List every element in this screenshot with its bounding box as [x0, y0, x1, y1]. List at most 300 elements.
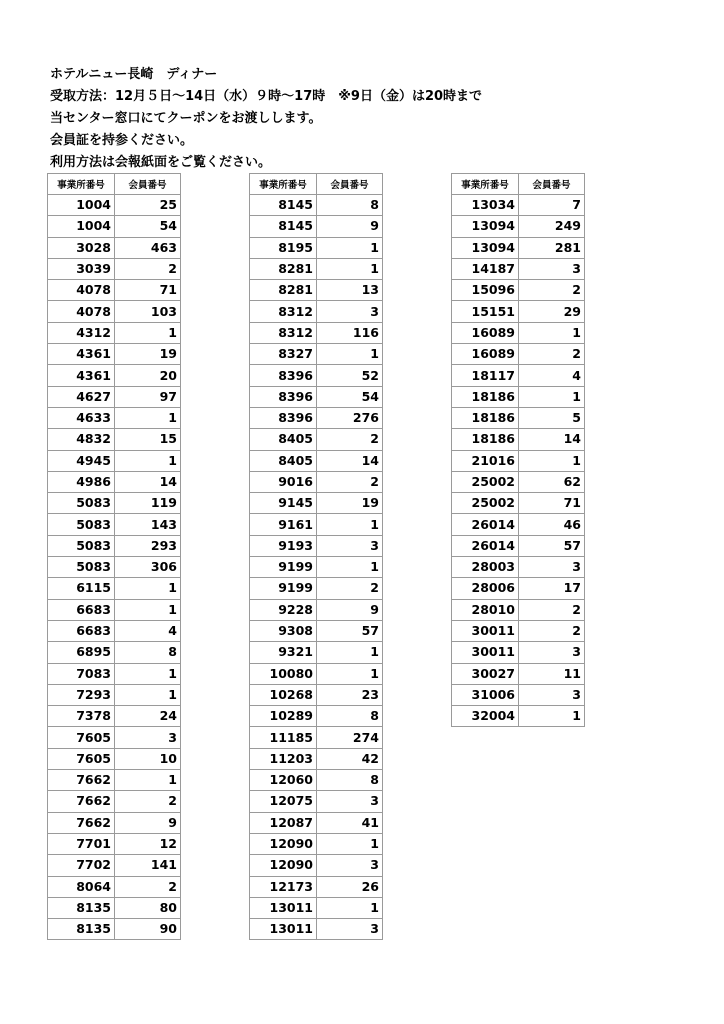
- office-number-cell: 28003: [452, 557, 519, 578]
- member-number-cell: 7: [519, 195, 585, 216]
- member-number-cell: 1: [115, 663, 181, 684]
- office-number-cell: 25002: [452, 471, 519, 492]
- member-number-cell: 17: [519, 578, 585, 599]
- table-header-row: [452, 174, 585, 195]
- table-row: [48, 770, 181, 791]
- member-number-cell: 4: [115, 620, 181, 641]
- table-row: [250, 471, 383, 492]
- office-number-cell: 12090: [250, 855, 317, 876]
- table-row: [48, 280, 181, 301]
- member-number-cell: 2: [317, 471, 383, 492]
- table-row: [452, 322, 585, 343]
- office-number-cell: 16089: [452, 344, 519, 365]
- table-row: [48, 812, 181, 833]
- table-row: [48, 727, 181, 748]
- member-number-header: 会員番号: [317, 174, 383, 195]
- office-number-header: 事業所番号: [48, 174, 115, 195]
- office-number-cell: 1004: [48, 216, 115, 237]
- table-row: [250, 620, 383, 641]
- office-number-cell: 25002: [452, 493, 519, 514]
- office-number-cell: 8281: [250, 280, 317, 301]
- office-number-cell: 7662: [48, 812, 115, 833]
- member-number-cell: 24: [115, 706, 181, 727]
- office-number-cell: 6895: [48, 642, 115, 663]
- table-row: [48, 344, 181, 365]
- table-row: [48, 493, 181, 514]
- table-row: [452, 471, 585, 492]
- member-number-cell: 14: [317, 450, 383, 471]
- office-number-cell: 28010: [452, 599, 519, 620]
- member-number-cell: 1: [317, 642, 383, 663]
- table-row: [250, 791, 383, 812]
- table-row: [452, 514, 585, 535]
- office-number-cell: 4832: [48, 429, 115, 450]
- member-number-cell: 57: [317, 620, 383, 641]
- document-header: [50, 64, 690, 174]
- office-number-cell: 30027: [452, 663, 519, 684]
- office-number-cell: 13011: [250, 919, 317, 940]
- table-row: [250, 322, 383, 343]
- office-number-cell: 5083: [48, 493, 115, 514]
- member-table-2: [249, 173, 383, 940]
- table-row: [48, 258, 181, 279]
- member-number-cell: 1: [115, 578, 181, 599]
- office-number-cell: 14187: [452, 258, 519, 279]
- office-number-cell: 9321: [250, 642, 317, 663]
- table-row: [452, 493, 585, 514]
- member-number-cell: 8: [317, 195, 383, 216]
- table-row: [250, 770, 383, 791]
- table-row: [48, 684, 181, 705]
- table-body: [452, 195, 585, 727]
- office-number-cell: 9145: [250, 493, 317, 514]
- office-number-cell: 4078: [48, 301, 115, 322]
- bring-card-note: 会員証を持参ください。: [50, 133, 194, 148]
- table-row: [250, 450, 383, 471]
- reception-info: 受取方法：12月５日～14日（水）９時～17時 ※9日（金）は20時まで: [50, 89, 483, 104]
- member-number-cell: 10: [115, 748, 181, 769]
- table-row: [250, 195, 383, 216]
- office-number-cell: 31006: [452, 684, 519, 705]
- member-number-cell: 9: [317, 216, 383, 237]
- member-number-cell: 26: [317, 876, 383, 897]
- office-number-cell: 6683: [48, 599, 115, 620]
- office-number-cell: 7662: [48, 791, 115, 812]
- office-number-cell: 9016: [250, 471, 317, 492]
- office-number-cell: 8064: [48, 876, 115, 897]
- office-number-cell: 5083: [48, 514, 115, 535]
- table-row: [250, 280, 383, 301]
- member-number-cell: 276: [317, 407, 383, 428]
- office-number-cell: 26014: [452, 535, 519, 556]
- office-number-cell: 8312: [250, 322, 317, 343]
- table-row: [48, 301, 181, 322]
- member-number-cell: 1: [519, 450, 585, 471]
- table-row: [250, 258, 383, 279]
- table-row: [48, 663, 181, 684]
- office-number-cell: 15151: [452, 301, 519, 322]
- office-number-cell: 30011: [452, 620, 519, 641]
- office-number-cell: 13034: [452, 195, 519, 216]
- member-number-cell: 23: [317, 684, 383, 705]
- office-number-cell: 12090: [250, 833, 317, 854]
- member-number-cell: 141: [115, 855, 181, 876]
- office-number-cell: 4627: [48, 386, 115, 407]
- table-row: [48, 833, 181, 854]
- office-number-cell: 26014: [452, 514, 519, 535]
- table-row: [250, 855, 383, 876]
- office-number-cell: 8396: [250, 365, 317, 386]
- member-table-1: [47, 173, 181, 940]
- office-number-cell: 11185: [250, 727, 317, 748]
- table-row: [452, 663, 585, 684]
- member-number-cell: 293: [115, 535, 181, 556]
- office-number-cell: 12173: [250, 876, 317, 897]
- member-number-cell: 3: [519, 642, 585, 663]
- member-number-cell: 11: [519, 663, 585, 684]
- member-number-cell: 15: [115, 429, 181, 450]
- table-row: [250, 812, 383, 833]
- member-number-cell: 41: [317, 812, 383, 833]
- table-row: [452, 407, 585, 428]
- table-row: [48, 876, 181, 897]
- office-number-cell: 12060: [250, 770, 317, 791]
- office-number-cell: 16089: [452, 322, 519, 343]
- member-number-cell: 97: [115, 386, 181, 407]
- office-number-cell: 7702: [48, 855, 115, 876]
- office-number-cell: 9199: [250, 578, 317, 599]
- table-row: [48, 407, 181, 428]
- office-number-cell: 4312: [48, 322, 115, 343]
- table-header-row: [250, 174, 383, 195]
- office-number-cell: 8312: [250, 301, 317, 322]
- office-number-cell: 7701: [48, 833, 115, 854]
- table-row: [452, 642, 585, 663]
- member-number-cell: 42: [317, 748, 383, 769]
- table-row: [48, 855, 181, 876]
- table-row: [48, 620, 181, 641]
- member-number-cell: 1: [115, 599, 181, 620]
- table-row: [452, 450, 585, 471]
- member-number-cell: 274: [317, 727, 383, 748]
- table-row: [48, 195, 181, 216]
- table-row: [452, 195, 585, 216]
- member-number-cell: 1: [317, 833, 383, 854]
- table-row: [250, 578, 383, 599]
- table-row: [250, 535, 383, 556]
- table-row: [48, 599, 181, 620]
- table-row: [250, 663, 383, 684]
- office-number-cell: 18186: [452, 429, 519, 450]
- member-number-cell: 54: [317, 386, 383, 407]
- member-number-cell: 119: [115, 493, 181, 514]
- member-number-cell: 281: [519, 237, 585, 258]
- table-row: [48, 237, 181, 258]
- member-number-cell: 249: [519, 216, 585, 237]
- table-row: [48, 216, 181, 237]
- office-number-cell: 8145: [250, 195, 317, 216]
- member-number-cell: 46: [519, 514, 585, 535]
- table-body: [48, 195, 181, 940]
- member-number-cell: 1: [519, 706, 585, 727]
- table-row: [452, 280, 585, 301]
- member-number-cell: 57: [519, 535, 585, 556]
- table-row: [250, 344, 383, 365]
- office-number-cell: 13011: [250, 897, 317, 918]
- member-number-cell: 14: [519, 429, 585, 450]
- table-body: [250, 195, 383, 940]
- member-number-cell: 1: [317, 897, 383, 918]
- office-number-cell: 4361: [48, 344, 115, 365]
- member-number-cell: 1: [115, 407, 181, 428]
- table-row: [48, 535, 181, 556]
- table-row: [452, 620, 585, 641]
- member-number-cell: 9: [115, 812, 181, 833]
- member-number-cell: 3: [519, 684, 585, 705]
- table-row: [48, 791, 181, 812]
- office-number-cell: 8396: [250, 386, 317, 407]
- member-number-cell: 1: [519, 386, 585, 407]
- table-row: [48, 919, 181, 940]
- table-row: [452, 429, 585, 450]
- member-number-cell: 80: [115, 897, 181, 918]
- member-number-header: 会員番号: [519, 174, 585, 195]
- office-number-cell: 13094: [452, 237, 519, 258]
- member-number-cell: 2: [519, 280, 585, 301]
- table-row: [250, 599, 383, 620]
- coupon-note: 当センター窓口にてクーポンをお渡しします。: [50, 111, 322, 126]
- member-number-cell: 13: [317, 280, 383, 301]
- table-row: [250, 407, 383, 428]
- office-number-header: 事業所番号: [452, 174, 519, 195]
- office-number-cell: 10080: [250, 663, 317, 684]
- table-row: [250, 876, 383, 897]
- table-row: [452, 258, 585, 279]
- member-number-cell: 103: [115, 301, 181, 322]
- member-number-cell: 5: [519, 407, 585, 428]
- table-row: [452, 535, 585, 556]
- office-number-cell: 10268: [250, 684, 317, 705]
- member-number-cell: 1: [115, 684, 181, 705]
- office-number-cell: 6115: [48, 578, 115, 599]
- member-number-cell: 463: [115, 237, 181, 258]
- member-number-cell: 3: [519, 557, 585, 578]
- member-number-cell: 1: [115, 770, 181, 791]
- member-number-cell: 4: [519, 365, 585, 386]
- member-number-cell: 8: [317, 770, 383, 791]
- table-row: [250, 386, 383, 407]
- member-number-cell: 2: [519, 344, 585, 365]
- member-number-cell: 3: [317, 535, 383, 556]
- table-row: [48, 642, 181, 663]
- table-row: [250, 684, 383, 705]
- member-number-cell: 3: [317, 791, 383, 812]
- member-number-cell: 52: [317, 365, 383, 386]
- member-number-header: 会員番号: [115, 174, 181, 195]
- member-number-cell: 1: [519, 322, 585, 343]
- office-number-cell: 3039: [48, 258, 115, 279]
- office-number-cell: 4078: [48, 280, 115, 301]
- table-row: [250, 897, 383, 918]
- member-number-cell: 19: [115, 344, 181, 365]
- table-row: [452, 216, 585, 237]
- member-number-cell: 62: [519, 471, 585, 492]
- table-row: [250, 833, 383, 854]
- table-row: [250, 216, 383, 237]
- table-row: [250, 727, 383, 748]
- table-row: [48, 557, 181, 578]
- member-number-cell: 3: [115, 727, 181, 748]
- table-row: [250, 493, 383, 514]
- office-number-cell: 12075: [250, 791, 317, 812]
- office-number-cell: 9161: [250, 514, 317, 535]
- member-number-cell: 71: [115, 280, 181, 301]
- table-row: [48, 514, 181, 535]
- table-row: [452, 237, 585, 258]
- member-number-cell: 1: [115, 322, 181, 343]
- office-number-cell: 11203: [250, 748, 317, 769]
- office-number-cell: 8405: [250, 450, 317, 471]
- table-row: [48, 322, 181, 343]
- member-number-cell: 9: [317, 599, 383, 620]
- member-number-cell: 1: [317, 258, 383, 279]
- member-number-cell: 54: [115, 216, 181, 237]
- document-title: ホテルニュー長崎 ディナー: [50, 67, 218, 82]
- member-number-cell: 143: [115, 514, 181, 535]
- table-row: [250, 301, 383, 322]
- table-row: [48, 386, 181, 407]
- member-table-3: [451, 173, 585, 727]
- table-row: [452, 684, 585, 705]
- table-row: [452, 706, 585, 727]
- office-number-cell: 6683: [48, 620, 115, 641]
- office-number-cell: 4945: [48, 450, 115, 471]
- office-number-cell: 5083: [48, 557, 115, 578]
- office-number-cell: 7605: [48, 748, 115, 769]
- office-number-cell: 7378: [48, 706, 115, 727]
- table-row: [48, 429, 181, 450]
- member-number-cell: 12: [115, 833, 181, 854]
- office-number-cell: 8327: [250, 344, 317, 365]
- member-number-cell: 3: [317, 919, 383, 940]
- office-number-cell: 8281: [250, 258, 317, 279]
- table-row: [250, 748, 383, 769]
- office-number-cell: 13094: [452, 216, 519, 237]
- office-number-cell: 9193: [250, 535, 317, 556]
- member-number-cell: 1: [115, 450, 181, 471]
- office-number-cell: 8405: [250, 429, 317, 450]
- office-number-cell: 1004: [48, 195, 115, 216]
- table-row: [48, 578, 181, 599]
- member-number-cell: 1: [317, 514, 383, 535]
- office-number-cell: 15096: [452, 280, 519, 301]
- office-number-cell: 5083: [48, 535, 115, 556]
- usage-note: 利用方法は会報紙面をご覧ください。: [50, 155, 272, 170]
- table-row: [48, 471, 181, 492]
- table-row: [452, 557, 585, 578]
- office-number-cell: 18186: [452, 386, 519, 407]
- office-number-cell: 10289: [250, 706, 317, 727]
- office-number-cell: 9308: [250, 620, 317, 641]
- member-number-cell: 8: [115, 642, 181, 663]
- table-row: [48, 706, 181, 727]
- member-number-cell: 19: [317, 493, 383, 514]
- member-number-cell: 2: [115, 876, 181, 897]
- office-number-cell: 7293: [48, 684, 115, 705]
- office-number-cell: 21016: [452, 450, 519, 471]
- member-number-cell: 1: [317, 557, 383, 578]
- member-number-cell: 116: [317, 322, 383, 343]
- office-number-cell: 18186: [452, 407, 519, 428]
- table-row: [250, 919, 383, 940]
- table-row: [48, 365, 181, 386]
- office-number-cell: 7605: [48, 727, 115, 748]
- member-number-cell: 2: [115, 791, 181, 812]
- table-row: [250, 557, 383, 578]
- table-row: [250, 365, 383, 386]
- table-row: [452, 599, 585, 620]
- member-number-cell: 3: [519, 258, 585, 279]
- office-number-cell: 7083: [48, 663, 115, 684]
- member-number-cell: 8: [317, 706, 383, 727]
- office-number-cell: 4633: [48, 407, 115, 428]
- office-number-cell: 28006: [452, 578, 519, 599]
- table-row: [452, 386, 585, 407]
- member-number-cell: 1: [317, 237, 383, 258]
- table-row: [250, 429, 383, 450]
- table-row: [250, 706, 383, 727]
- member-number-cell: 2: [519, 620, 585, 641]
- table-row: [250, 514, 383, 535]
- member-number-cell: 2: [115, 258, 181, 279]
- office-number-cell: 7662: [48, 770, 115, 791]
- office-number-cell: 9228: [250, 599, 317, 620]
- table-row: [48, 748, 181, 769]
- member-number-cell: 2: [317, 578, 383, 599]
- office-number-cell: 9199: [250, 557, 317, 578]
- office-number-cell: 8135: [48, 919, 115, 940]
- table-row: [452, 578, 585, 599]
- member-number-cell: 90: [115, 919, 181, 940]
- office-number-cell: 32004: [452, 706, 519, 727]
- office-number-cell: 4986: [48, 471, 115, 492]
- office-number-cell: 8195: [250, 237, 317, 258]
- table-row: [48, 897, 181, 918]
- office-number-cell: 8145: [250, 216, 317, 237]
- member-number-cell: 20: [115, 365, 181, 386]
- member-number-cell: 29: [519, 301, 585, 322]
- office-number-cell: 3028: [48, 237, 115, 258]
- member-number-cell: 1: [317, 663, 383, 684]
- office-number-cell: 12087: [250, 812, 317, 833]
- member-number-cell: 3: [317, 855, 383, 876]
- office-number-cell: 18117: [452, 365, 519, 386]
- office-number-cell: 8135: [48, 897, 115, 918]
- table-row: [452, 344, 585, 365]
- table-row: [250, 642, 383, 663]
- table-row: [452, 301, 585, 322]
- member-number-cell: 2: [317, 429, 383, 450]
- member-number-cell: 71: [519, 493, 585, 514]
- member-number-cell: 306: [115, 557, 181, 578]
- office-number-cell: 30011: [452, 642, 519, 663]
- member-number-cell: 25: [115, 195, 181, 216]
- member-number-cell: 14: [115, 471, 181, 492]
- table-header-row: [48, 174, 181, 195]
- office-number-header: 事業所番号: [250, 174, 317, 195]
- member-number-cell: 3: [317, 301, 383, 322]
- table-row: [250, 237, 383, 258]
